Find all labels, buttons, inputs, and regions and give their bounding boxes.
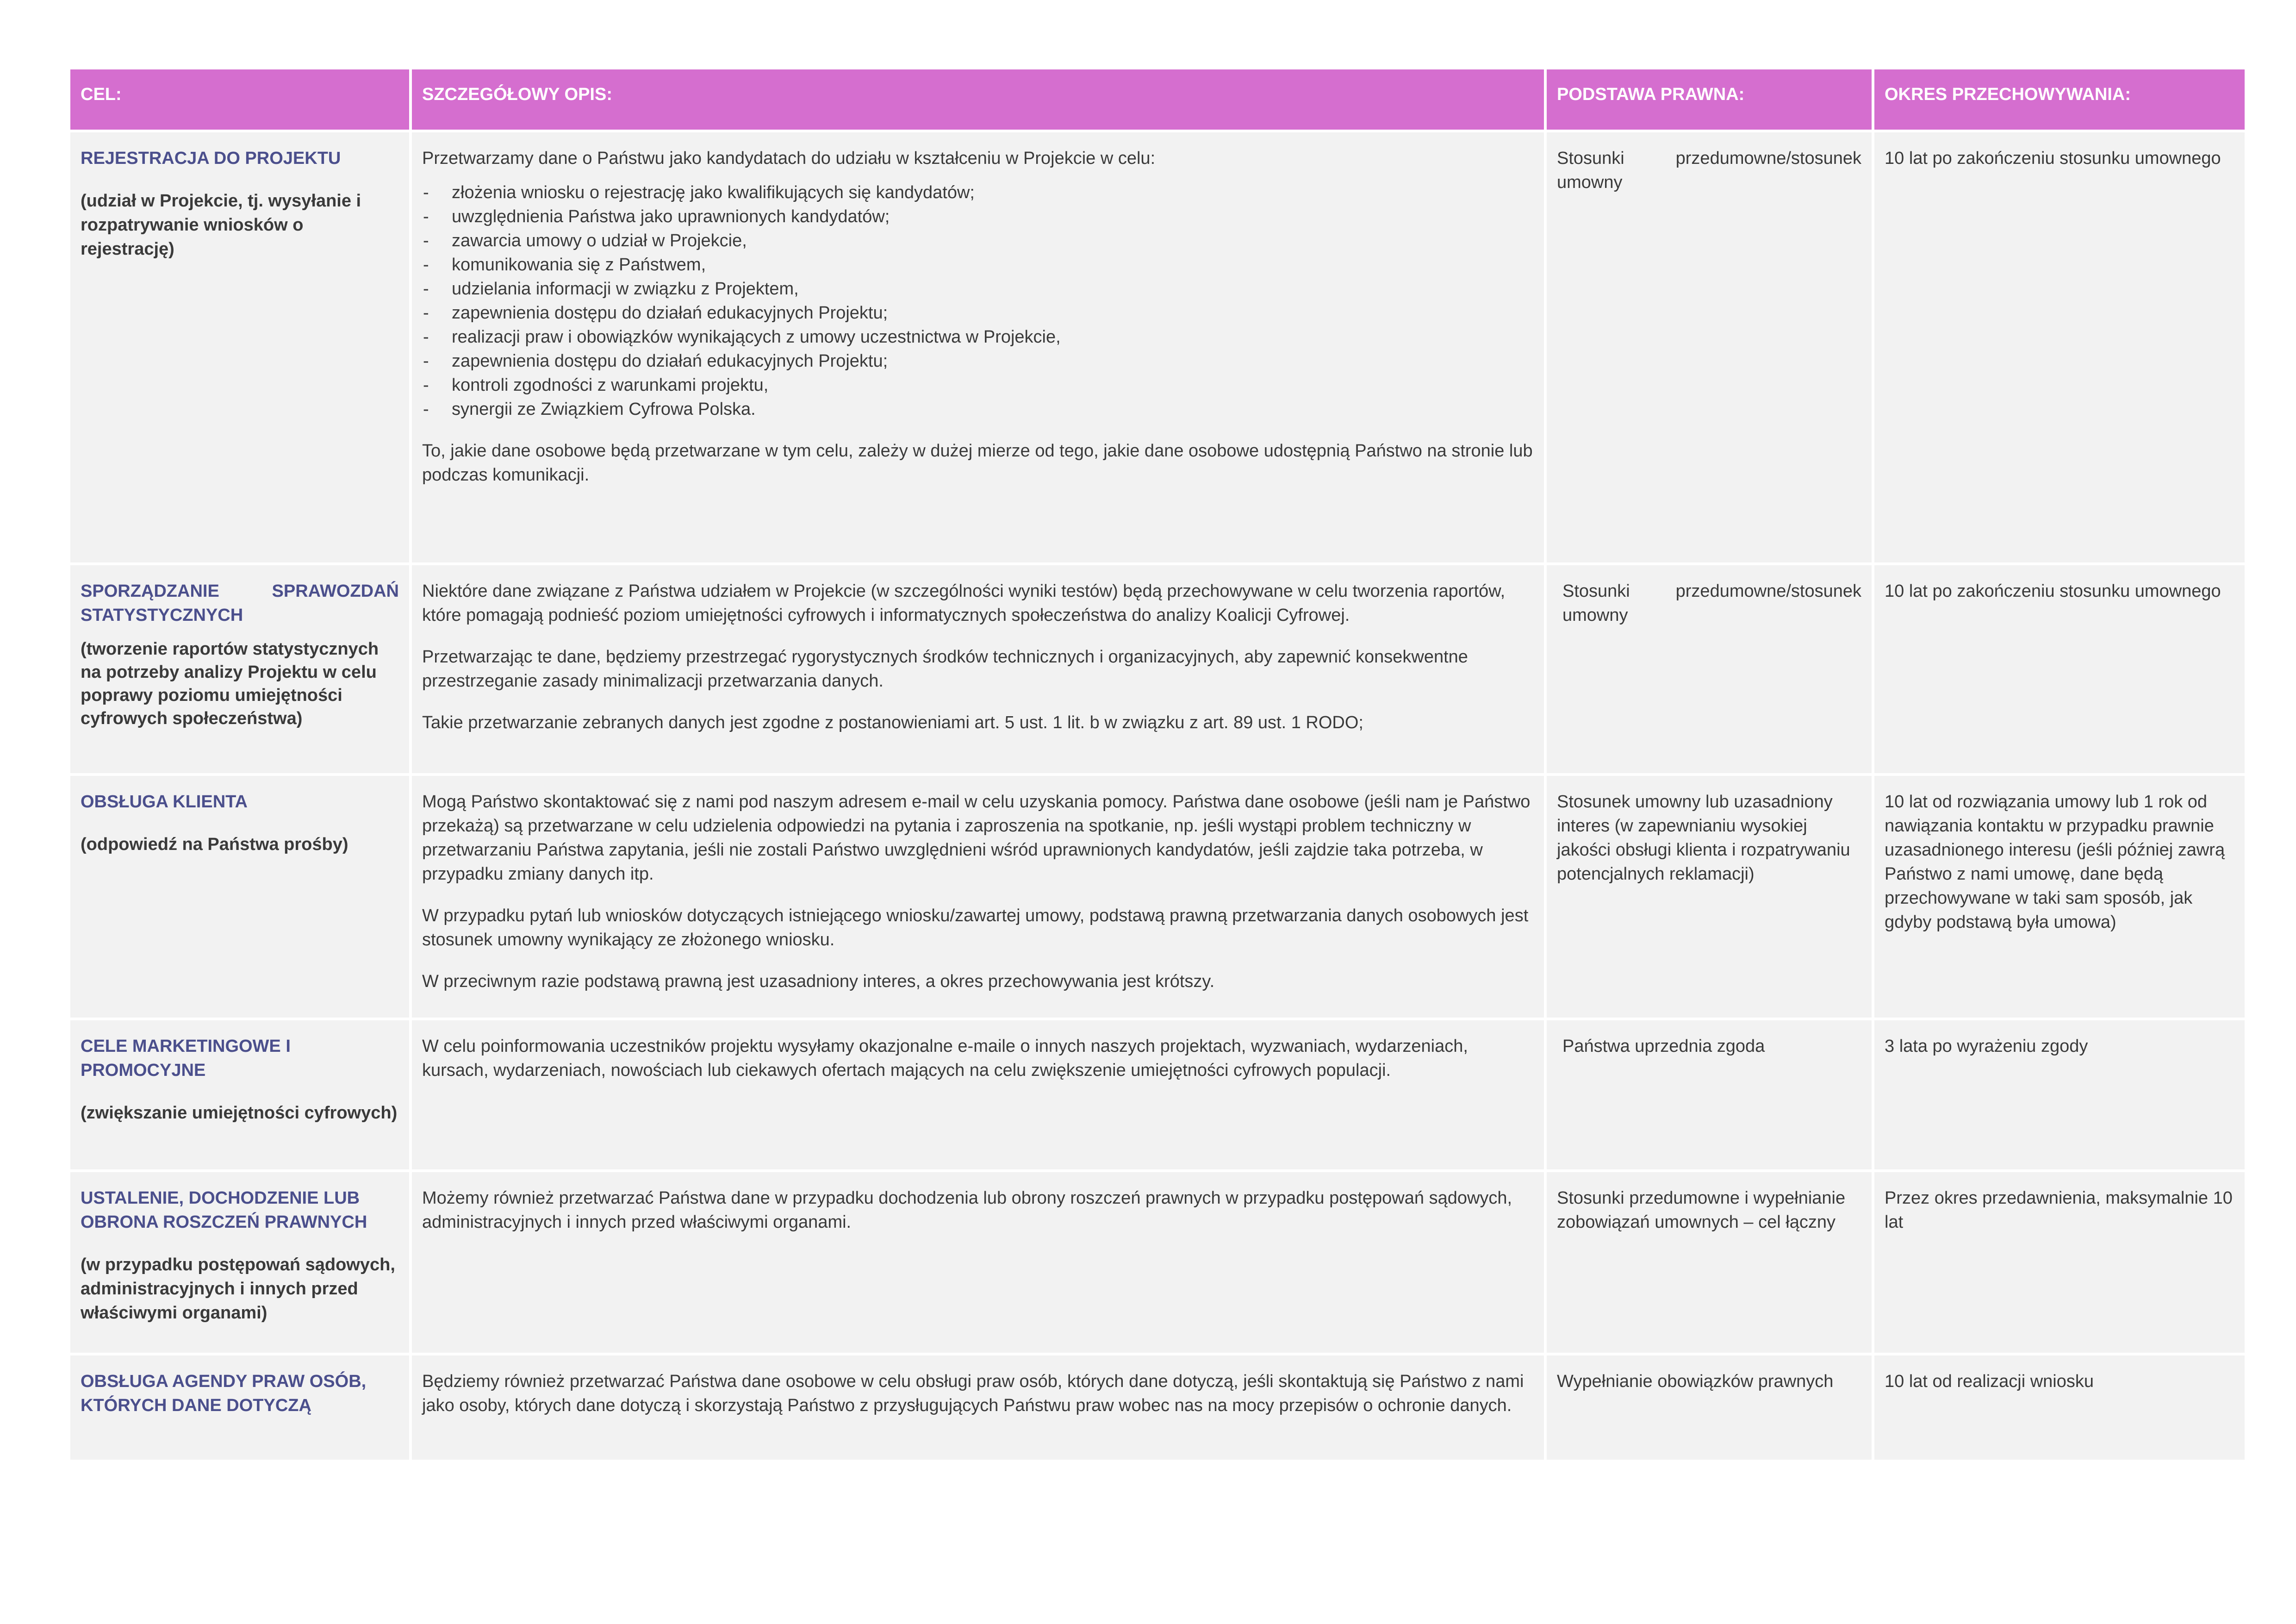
description-list	[422, 181, 1534, 421]
purpose-title: CELE MARKETINGOWE I PROMOCYJNE	[81, 1037, 291, 1080]
row-purpose-cell	[70, 1172, 412, 1353]
purpose-title: USTALENIE, DOCHODZENIE LUB OBRONA ROSZCZEŃ PRAWNYCH	[81, 1188, 367, 1232]
retention-period: 10 lat po zakończeniu stosunku umownego	[1885, 149, 2221, 168]
header-podstawa: PODSTAWA PRAWNA:	[1547, 69, 1874, 130]
retention-period: 10 lat po zakończeniu stosunku umownego	[1885, 581, 2221, 601]
list-item: - zapewnienia dostępu do działań edukacyjnych Projektu;	[422, 349, 1534, 373]
row-description-cell	[412, 132, 1547, 562]
row-legal-basis-cell	[1547, 1172, 1874, 1353]
header-cel: CEL:	[70, 69, 412, 130]
list-item: - realizacji praw i obowiązków wynikających z umowy uczestnictwa w Projekcie,	[422, 325, 1534, 349]
row-purpose-cell	[70, 132, 412, 562]
row-description-cell	[412, 1020, 1547, 1169]
list-item: - kontroli zgodności z warunkami projektu,	[422, 373, 1534, 397]
row-retention-cell	[1874, 776, 2245, 1018]
row-retention-cell	[1874, 565, 2245, 773]
row-legal-basis-cell	[1547, 132, 1874, 562]
description-intro: Przetwarzamy dane o Państwu jako kandydatach do udziału w kształceniu w Projekcie w celu:	[422, 149, 1156, 168]
row-description-cell	[412, 1172, 1547, 1353]
description-paragraph: Mogą Państwo skontaktować się z nami pod naszym adresem e-mail w celu uzyskania pomocy. Państwa dane osobowe (jeśli nam je Państwo przekażą) są przetwarzane w celu udzielenia odpowiedzi na pytania i zaproszenia na spotkanie, np. jeśli wystąpi problem techniczny w przetwarzaniu Państwa zapytania, jeśli nie zostali Państwo uwzględnieni wśród uprawnionych kandydatów, jeśli zajdzie taka potrzeba, w przypadku zmiany danych itp.	[422, 792, 1531, 884]
description-paragraph: W przeciwnym razie podstawą prawną jest uzasadniony interes, a okres przechowywania jest krótszy.	[422, 972, 1215, 991]
purpose-subtitle: (tworzenie raportów statystycznych na potrzeby analizy Projektu w celu poprawy poziomu umiejętności cyfrowych społeczeństwa)	[81, 639, 379, 728]
header-opis: SZCZEGÓŁOWY OPIS:	[412, 69, 1547, 130]
row-retention-cell	[1874, 132, 2245, 562]
legal-basis: Wypełnianie obowiązków prawnych	[1557, 1372, 1834, 1391]
purpose-title-line1: SPORZĄDZANIE SPRAWOZDAŃ	[81, 581, 399, 601]
retention-period: 10 lat od realizacji wniosku	[1885, 1372, 2094, 1391]
retention-period: 3 lata po wyrażeniu zgody	[1885, 1037, 2088, 1056]
row-legal-basis-cell	[1547, 1020, 1874, 1169]
row-retention-cell	[1874, 1172, 2245, 1353]
description-paragraph: Takie przetwarzanie zebranych danych jest zgodne z postanowieniami art. 5 ust. 1 lit. b w związku z art. 89 ust. 1 RODO;	[422, 713, 1363, 732]
row-retention-cell	[1874, 1020, 2245, 1169]
retention-period: Przez okres przedawnienia, maksymalnie 10 lat	[1885, 1188, 2233, 1232]
purpose-title: OBSŁUGA AGENDY PRAW OSÓB, KTÓRYCH DANE DOTYCZĄ	[81, 1372, 367, 1415]
purpose-title-line2: STATYSTYCZNYCH	[81, 606, 243, 625]
legal-basis: Stosunki przedumowne i wypełnianie zobowiązań umownych – cel łączny	[1557, 1188, 1846, 1232]
legal-basis: Państwa uprzednia zgoda	[1562, 1037, 1765, 1056]
purpose-subtitle: (odpowiedź na Państwa prośby)	[81, 835, 348, 854]
purpose-title: OBSŁUGA KLIENTA	[81, 792, 248, 812]
description-paragraph: W przypadku pytań lub wniosków dotyczących istniejącego wniosku/zawartej umowy, podstawą prawną przetwarzania danych osobowych jest stosunek umowny wynikający ze złożonego wniosku.	[422, 906, 1529, 949]
description-paragraph: Przetwarzając te dane, będziemy przestrzegać rygorystycznych środków technicznych i organizacyjnych, aby zapewnić konsekwentne przestrzeganie zasady minimalizacji przetwarzania danych.	[422, 647, 1468, 691]
list-item: - złożenia wniosku o rejestrację jako kwalifikujących się kandydatów;	[422, 181, 1534, 205]
legal-basis: Stosunek umowny lub uzasadniony interes (w zapewnianiu wysokiej jakości obsługi klienta i rozpatrywaniu potencjalnych reklamacji)	[1557, 792, 1850, 884]
legal-basis-line2: umowny	[1557, 173, 1623, 192]
list-item: - zapewnienia dostępu do działań edukacyjnych Projektu;	[422, 301, 1534, 325]
row-description-cell	[412, 1355, 1547, 1460]
list-item: - komunikowania się z Państwem,	[422, 253, 1534, 277]
legal-basis-line1: Stosunki przedumowne/stosunek	[1557, 149, 1861, 168]
row-legal-basis-cell	[1547, 565, 1874, 773]
purpose-subtitle: (udział w Projekcie, tj. wysyłanie i rozpatrywanie wniosków o rejestrację)	[81, 191, 361, 259]
legal-basis-line1: Stosunki przedumowne/stosunek	[1562, 581, 1861, 601]
description-paragraph: Niektóre dane związane z Państwa udziałem w Projekcie (w szczególności wyniki testów) będą przechowywane w celu tworzenia raportów, które pomagają podnieść poziom umiejętności cyfrowych i informatycznych społeczeństwa do analizy Koalicji Cyfrowej.	[422, 581, 1506, 625]
purpose-title: REJESTRACJA DO PROJEKTU	[81, 149, 341, 168]
purpose-subtitle: (zwiększanie umiejętności cyfrowych)	[81, 1103, 398, 1123]
row-purpose-cell	[70, 776, 412, 1018]
list-item: - uwzględnienia Państwa jako uprawnionych kandydatów;	[422, 205, 1534, 229]
data-processing-table	[70, 69, 2245, 1460]
description-paragraph: Będziemy również przetwarzać Państwa dane osobowe w celu obsługi praw osób, których dane dotyczą, jeśli skontaktują się Państwo z nami jako osoby, których dane dotyczą i skorzystają Państwo z przysługujących Państwu praw wobec nas na mocy przepisów o ochronie danych.	[422, 1372, 1524, 1415]
row-purpose-cell	[70, 1355, 412, 1460]
row-purpose-cell	[70, 565, 412, 773]
row-legal-basis-cell	[1547, 1355, 1874, 1460]
legal-basis-line2: umowny	[1562, 606, 1628, 625]
retention-period: 10 lat od rozwiązania umowy lub 1 rok od nawiązania kontaktu w przypadku prawnie uzasadnionego interesu (jeśli później zawrą Państwo z nami umowę, dane będą przechowywane w taki sam sposób, jak gdyby podstawą była umowa)	[1885, 792, 2225, 932]
description-outro: To, jakie dane osobowe będą przetwarzane w tym celu, zależy w dużej mierze od tego, jakie dane osobowe udostępnią Państwo na stronie lub podczas komunikacji.	[422, 441, 1533, 485]
list-item: - zawarcia umowy o udział w Projekcie,	[422, 229, 1534, 253]
row-legal-basis-cell	[1547, 776, 1874, 1018]
row-description-cell	[412, 776, 1547, 1018]
list-item: - synergii ze Związkiem Cyfrowa Polska.	[422, 397, 1534, 421]
description-paragraph: W celu poinformowania uczestników projektu wysyłamy okazjonalne e-maile o innych naszych projektach, wyzwaniach, wydarzeniach, kursach, wydarzeniach, nowościach lub ciekawych ofertach mających na celu zwiększenie umiejętności cyfrowych populacji.	[422, 1037, 1468, 1080]
row-retention-cell	[1874, 1355, 2245, 1460]
purpose-subtitle: (w przypadku postępowań sądowych, administracyjnych i innych przed właściwymi organami)	[81, 1255, 395, 1323]
list-item: - udzielania informacji w związku z Projektem,	[422, 277, 1534, 301]
description-paragraph: Możemy również przetwarzać Państwa dane w przypadku dochodzenia lub obrony roszczeń prawnych w przypadku postępowań sądowych, administracyjnych i innych przed właściwymi organami.	[422, 1188, 1512, 1232]
row-description-cell	[412, 565, 1547, 773]
header-okres: OKRES PRZECHOWYWANIA:	[1874, 69, 2245, 130]
row-purpose-cell	[70, 1020, 412, 1169]
